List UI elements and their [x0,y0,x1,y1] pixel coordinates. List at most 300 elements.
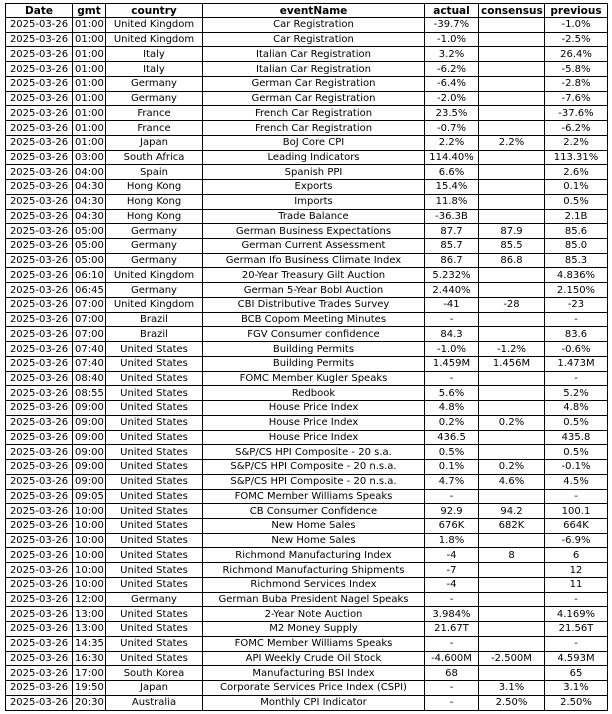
cell-previous: - [545,592,608,607]
cell-event-name: Manufacturing BSI Index [203,666,425,681]
cell-date: 2025-03-26 [6,209,73,224]
cell-event-name: Italian Car Registration [203,47,425,62]
cell-gmt: 17:00 [73,666,106,681]
cell-gmt: 12:00 [73,592,106,607]
cell-previous: -0.1% [545,460,608,475]
table-row [6,135,608,150]
cell-gmt: 01:00 [73,76,106,91]
cell-date: 2025-03-26 [6,577,73,592]
cell-previous: -6.2% [545,121,608,136]
cell-actual: 436.5 [425,430,479,445]
cell-event-name: FOMC Member Williams Speaks [203,489,425,504]
cell-country: United Kingdom [106,32,203,47]
cell-consensus: 86.8 [479,253,545,268]
cell-previous: 1.473M [545,356,608,371]
table-row [6,150,608,165]
cell-gmt: 09:00 [73,430,106,445]
cell-previous: -23 [545,297,608,312]
cell-event-name: German Ifo Business Climate Index [203,253,425,268]
cell-date: 2025-03-26 [6,121,73,136]
cell-date: 2025-03-26 [6,518,73,533]
cell-event-name: Monthly CPI Indicator [203,695,425,710]
column-header-date: Date [6,4,73,18]
cell-event-name: New Home Sales [203,533,425,548]
cell-country: South Korea [106,666,203,681]
cell-consensus [479,180,545,195]
table-row [6,577,608,592]
cell-event-name: CBI Distributive Trades Survey [203,297,425,312]
cell-previous: 83.6 [545,327,608,342]
table-row [6,297,608,312]
cell-previous: - [545,371,608,386]
cell-date: 2025-03-26 [6,180,73,195]
cell-date: 2025-03-26 [6,607,73,622]
table-row [6,695,608,710]
table-row [6,224,608,239]
table-row [6,548,608,563]
cell-actual: 85.7 [425,239,479,254]
cell-date: 2025-03-26 [6,666,73,681]
cell-actual: 87.7 [425,224,479,239]
cell-date: 2025-03-26 [6,150,73,165]
cell-consensus: 87.9 [479,224,545,239]
cell-event-name: S&P/CS HPI Composite - 20 n.s.a. [203,474,425,489]
cell-actual: 86.7 [425,253,479,268]
table-row [6,342,608,357]
cell-event-name: M2 Money Supply [203,622,425,637]
cell-gmt: 19:50 [73,681,106,696]
cell-consensus [479,430,545,445]
cell-country: Germany [106,76,203,91]
cell-previous: 85.6 [545,224,608,239]
cell-country: United States [106,563,203,578]
cell-previous: 100.1 [545,504,608,519]
cell-date: 2025-03-26 [6,489,73,504]
cell-actual: -2.0% [425,91,479,106]
table-row [6,268,608,283]
cell-gmt: 07:00 [73,327,106,342]
cell-actual: - [425,312,479,327]
cell-consensus [479,636,545,651]
cell-consensus [479,106,545,121]
table-row [6,666,608,681]
cell-country: Germany [106,283,203,298]
cell-event-name: German Car Registration [203,91,425,106]
cell-country: Spain [106,165,203,180]
cell-previous: 85.0 [545,239,608,254]
cell-gmt: 08:40 [73,371,106,386]
cell-country: United States [106,342,203,357]
header-row [6,4,608,18]
cell-previous: 4.593M [545,651,608,666]
cell-date: 2025-03-26 [6,622,73,637]
cell-actual: -6.2% [425,62,479,77]
cell-date: 2025-03-26 [6,297,73,312]
cell-gmt: 13:00 [73,607,106,622]
cell-country: Italy [106,47,203,62]
cell-gmt: 09:05 [73,489,106,504]
cell-actual: 5.232% [425,268,479,283]
cell-previous: -5.8% [545,62,608,77]
cell-country: Italy [106,62,203,77]
cell-country: Japan [106,681,203,696]
cell-consensus [479,165,545,180]
cell-consensus [479,268,545,283]
cell-country: United States [106,445,203,460]
cell-country: Germany [106,592,203,607]
cell-country: France [106,121,203,136]
cell-actual: - [425,371,479,386]
cell-country: United States [106,607,203,622]
cell-previous: 664K [545,518,608,533]
cell-actual: 84.3 [425,327,479,342]
cell-date: 2025-03-26 [6,415,73,430]
cell-country: United States [106,401,203,416]
cell-date: 2025-03-26 [6,371,73,386]
cell-consensus: 0.2% [479,460,545,475]
cell-event-name: Richmond Manufacturing Shipments [203,563,425,578]
cell-previous: 6 [545,548,608,563]
cell-country: United States [106,489,203,504]
cell-event-name: House Price Index [203,430,425,445]
cell-consensus: 4.6% [479,474,545,489]
cell-previous: 435.8 [545,430,608,445]
cell-gmt: 09:00 [73,474,106,489]
table-row [6,371,608,386]
cell-event-name: House Price Index [203,415,425,430]
cell-country: Japan [106,135,203,150]
cell-event-name: French Car Registration [203,106,425,121]
cell-previous: 4.8% [545,401,608,416]
cell-country: United States [106,636,203,651]
table-row [6,445,608,460]
cell-event-name: German Buba President Nagel Speaks [203,592,425,607]
cell-gmt: 09:00 [73,415,106,430]
table-row [6,327,608,342]
table-row [6,563,608,578]
cell-actual: - [425,636,479,651]
cell-actual: 0.2% [425,415,479,430]
cell-gmt: 16:30 [73,651,106,666]
cell-previous: -7.6% [545,91,608,106]
cell-previous: 4.5% [545,474,608,489]
cell-date: 2025-03-26 [6,651,73,666]
cell-gmt: 01:00 [73,62,106,77]
cell-consensus [479,371,545,386]
table-row [6,636,608,651]
cell-date: 2025-03-26 [6,268,73,283]
column-header-country: country [106,4,203,18]
cell-country: United States [106,504,203,519]
table-row [6,283,608,298]
cell-country: Brazil [106,312,203,327]
cell-event-name: FOMC Member Kugler Speaks [203,371,425,386]
cell-gmt: 07:00 [73,312,106,327]
cell-consensus: 2.50% [479,695,545,710]
cell-gmt: 01:00 [73,18,106,33]
cell-previous: 2.1B [545,209,608,224]
table-row [6,32,608,47]
cell-gmt: 01:00 [73,135,106,150]
table-header [6,4,608,18]
cell-gmt: 10:00 [73,518,106,533]
cell-actual: -4.600M [425,651,479,666]
table-row [6,165,608,180]
cell-event-name: BCB Copom Meeting Minutes [203,312,425,327]
cell-previous: 21.56T [545,622,608,637]
cell-date: 2025-03-26 [6,681,73,696]
cell-previous: -1.0% [545,18,608,33]
cell-consensus: 94.2 [479,504,545,519]
cell-date: 2025-03-26 [6,62,73,77]
table-row [6,474,608,489]
cell-event-name: House Price Index [203,401,425,416]
cell-actual: 4.7% [425,474,479,489]
cell-event-name: Richmond Services Index [203,577,425,592]
cell-country: Brazil [106,327,203,342]
cell-date: 2025-03-26 [6,356,73,371]
cell-date: 2025-03-26 [6,548,73,563]
cell-consensus: 3.1% [479,681,545,696]
cell-gmt: 07:40 [73,356,106,371]
cell-previous: 3.1% [545,681,608,696]
cell-previous: -0.6% [545,342,608,357]
cell-consensus [479,592,545,607]
cell-actual: - [425,681,479,696]
cell-consensus [479,121,545,136]
cell-date: 2025-03-26 [6,533,73,548]
cell-consensus [479,577,545,592]
table-row [6,460,608,475]
cell-consensus [479,327,545,342]
cell-previous: 12 [545,563,608,578]
cell-consensus [479,47,545,62]
cell-consensus [479,386,545,401]
table-row [6,415,608,430]
cell-actual: 11.8% [425,194,479,209]
cell-previous: 4.836% [545,268,608,283]
table-row [6,47,608,62]
cell-country: Hong Kong [106,194,203,209]
cell-actual: -36.3B [425,209,479,224]
cell-consensus [479,666,545,681]
cell-date: 2025-03-26 [6,253,73,268]
cell-actual: -7 [425,563,479,578]
cell-event-name: Car Registration [203,18,425,33]
cell-consensus [479,18,545,33]
cell-consensus [479,445,545,460]
cell-gmt: 04:30 [73,209,106,224]
cell-actual: 15.4% [425,180,479,195]
cell-event-name: 20-Year Treasury Gilt Auction [203,268,425,283]
cell-actual: 3.984% [425,607,479,622]
cell-gmt: 01:00 [73,47,106,62]
cell-event-name: Car Registration [203,32,425,47]
table-row [6,239,608,254]
cell-date: 2025-03-26 [6,76,73,91]
cell-actual: 114.40% [425,150,479,165]
cell-actual: 0.5% [425,445,479,460]
cell-consensus: 0.2% [479,415,545,430]
cell-actual: -4 [425,548,479,563]
cell-actual: - [425,592,479,607]
cell-actual: -0.7% [425,121,479,136]
cell-consensus: -1.2% [479,342,545,357]
cell-date: 2025-03-26 [6,445,73,460]
table-body [6,18,608,711]
cell-actual: - [425,695,479,710]
cell-event-name: New Home Sales [203,518,425,533]
cell-consensus [479,194,545,209]
cell-actual: 92.9 [425,504,479,519]
cell-date: 2025-03-26 [6,474,73,489]
cell-previous: 65 [545,666,608,681]
cell-country: Germany [106,253,203,268]
cell-event-name: French Car Registration [203,121,425,136]
cell-actual: 0.1% [425,460,479,475]
table-row [6,430,608,445]
cell-previous: - [545,312,608,327]
cell-gmt: 20:30 [73,695,106,710]
cell-consensus [479,76,545,91]
column-header-event-name: eventName [203,4,425,18]
cell-consensus: 1.456M [479,356,545,371]
cell-consensus [479,283,545,298]
column-header-previous: previous [545,4,608,18]
cell-consensus [479,32,545,47]
cell-actual: -1.0% [425,342,479,357]
cell-country: United States [106,622,203,637]
cell-gmt: 14:35 [73,636,106,651]
cell-actual: 4.8% [425,401,479,416]
cell-consensus [479,150,545,165]
cell-date: 2025-03-26 [6,91,73,106]
cell-previous: -2.8% [545,76,608,91]
cell-date: 2025-03-26 [6,386,73,401]
cell-country: France [106,106,203,121]
cell-gmt: 05:00 [73,224,106,239]
cell-previous: 0.1% [545,180,608,195]
column-header-gmt: gmt [73,4,106,18]
cell-actual: -6.4% [425,76,479,91]
cell-date: 2025-03-26 [6,165,73,180]
economic-calendar-table [5,3,608,711]
cell-previous: 2.50% [545,695,608,710]
cell-previous: -6.9% [545,533,608,548]
cell-consensus [479,533,545,548]
cell-country: United States [106,518,203,533]
cell-event-name: 2-Year Note Auction [203,607,425,622]
cell-date: 2025-03-26 [6,224,73,239]
cell-date: 2025-03-26 [6,47,73,62]
cell-previous: 5.2% [545,386,608,401]
cell-actual: 68 [425,666,479,681]
cell-gmt: 01:00 [73,121,106,136]
cell-consensus: 85.5 [479,239,545,254]
economic-calendar [5,3,608,711]
cell-date: 2025-03-26 [6,283,73,298]
cell-event-name: FOMC Member Williams Speaks [203,636,425,651]
table-row [6,607,608,622]
cell-gmt: 10:00 [73,577,106,592]
cell-actual: 21.67T [425,622,479,637]
cell-previous: 0.5% [545,415,608,430]
cell-date: 2025-03-26 [6,327,73,342]
cell-event-name: Richmond Manufacturing Index [203,548,425,563]
cell-gmt: 09:00 [73,460,106,475]
cell-country: United States [106,548,203,563]
cell-gmt: 10:00 [73,533,106,548]
cell-consensus [479,312,545,327]
table-row [6,356,608,371]
cell-event-name: German 5-Year Bobl Auction [203,283,425,298]
table-row [6,622,608,637]
cell-actual: -39.7% [425,18,479,33]
cell-date: 2025-03-26 [6,312,73,327]
table-row [6,106,608,121]
table-row [6,253,608,268]
cell-gmt: 06:10 [73,268,106,283]
cell-previous: 4.169% [545,607,608,622]
cell-gmt: 05:00 [73,253,106,268]
cell-country: United Kingdom [106,297,203,312]
cell-date: 2025-03-26 [6,194,73,209]
cell-consensus [479,209,545,224]
cell-previous: 2.2% [545,135,608,150]
cell-gmt: 04:30 [73,194,106,209]
cell-actual: 1.8% [425,533,479,548]
cell-consensus: -28 [479,297,545,312]
cell-date: 2025-03-26 [6,460,73,475]
cell-gmt: 05:00 [73,239,106,254]
table-row [6,504,608,519]
cell-event-name: CB Consumer Confidence [203,504,425,519]
cell-gmt: 13:00 [73,622,106,637]
cell-event-name: BoJ Core CPI [203,135,425,150]
cell-event-name: Exports [203,180,425,195]
cell-date: 2025-03-26 [6,342,73,357]
cell-date: 2025-03-26 [6,106,73,121]
table-row [6,62,608,77]
cell-country: United States [106,356,203,371]
cell-country: United States [106,474,203,489]
table-row [6,76,608,91]
cell-consensus: 2.2% [479,135,545,150]
cell-date: 2025-03-26 [6,636,73,651]
cell-gmt: 09:00 [73,401,106,416]
cell-gmt: 04:00 [73,165,106,180]
cell-event-name: Italian Car Registration [203,62,425,77]
table-row [6,209,608,224]
cell-country: Germany [106,91,203,106]
cell-gmt: 07:40 [73,342,106,357]
cell-actual: 676K [425,518,479,533]
table-row [6,533,608,548]
cell-date: 2025-03-26 [6,135,73,150]
cell-previous: 0.5% [545,194,608,209]
cell-event-name: S&P/CS HPI Composite - 20 s.a. [203,445,425,460]
cell-consensus [479,91,545,106]
cell-consensus [479,563,545,578]
cell-date: 2025-03-26 [6,592,73,607]
cell-country: Hong Kong [106,209,203,224]
cell-date: 2025-03-26 [6,239,73,254]
cell-country: United States [106,371,203,386]
cell-actual: -1.0% [425,32,479,47]
cell-gmt: 01:00 [73,106,106,121]
cell-event-name: German Business Expectations [203,224,425,239]
cell-actual: 1.459M [425,356,479,371]
